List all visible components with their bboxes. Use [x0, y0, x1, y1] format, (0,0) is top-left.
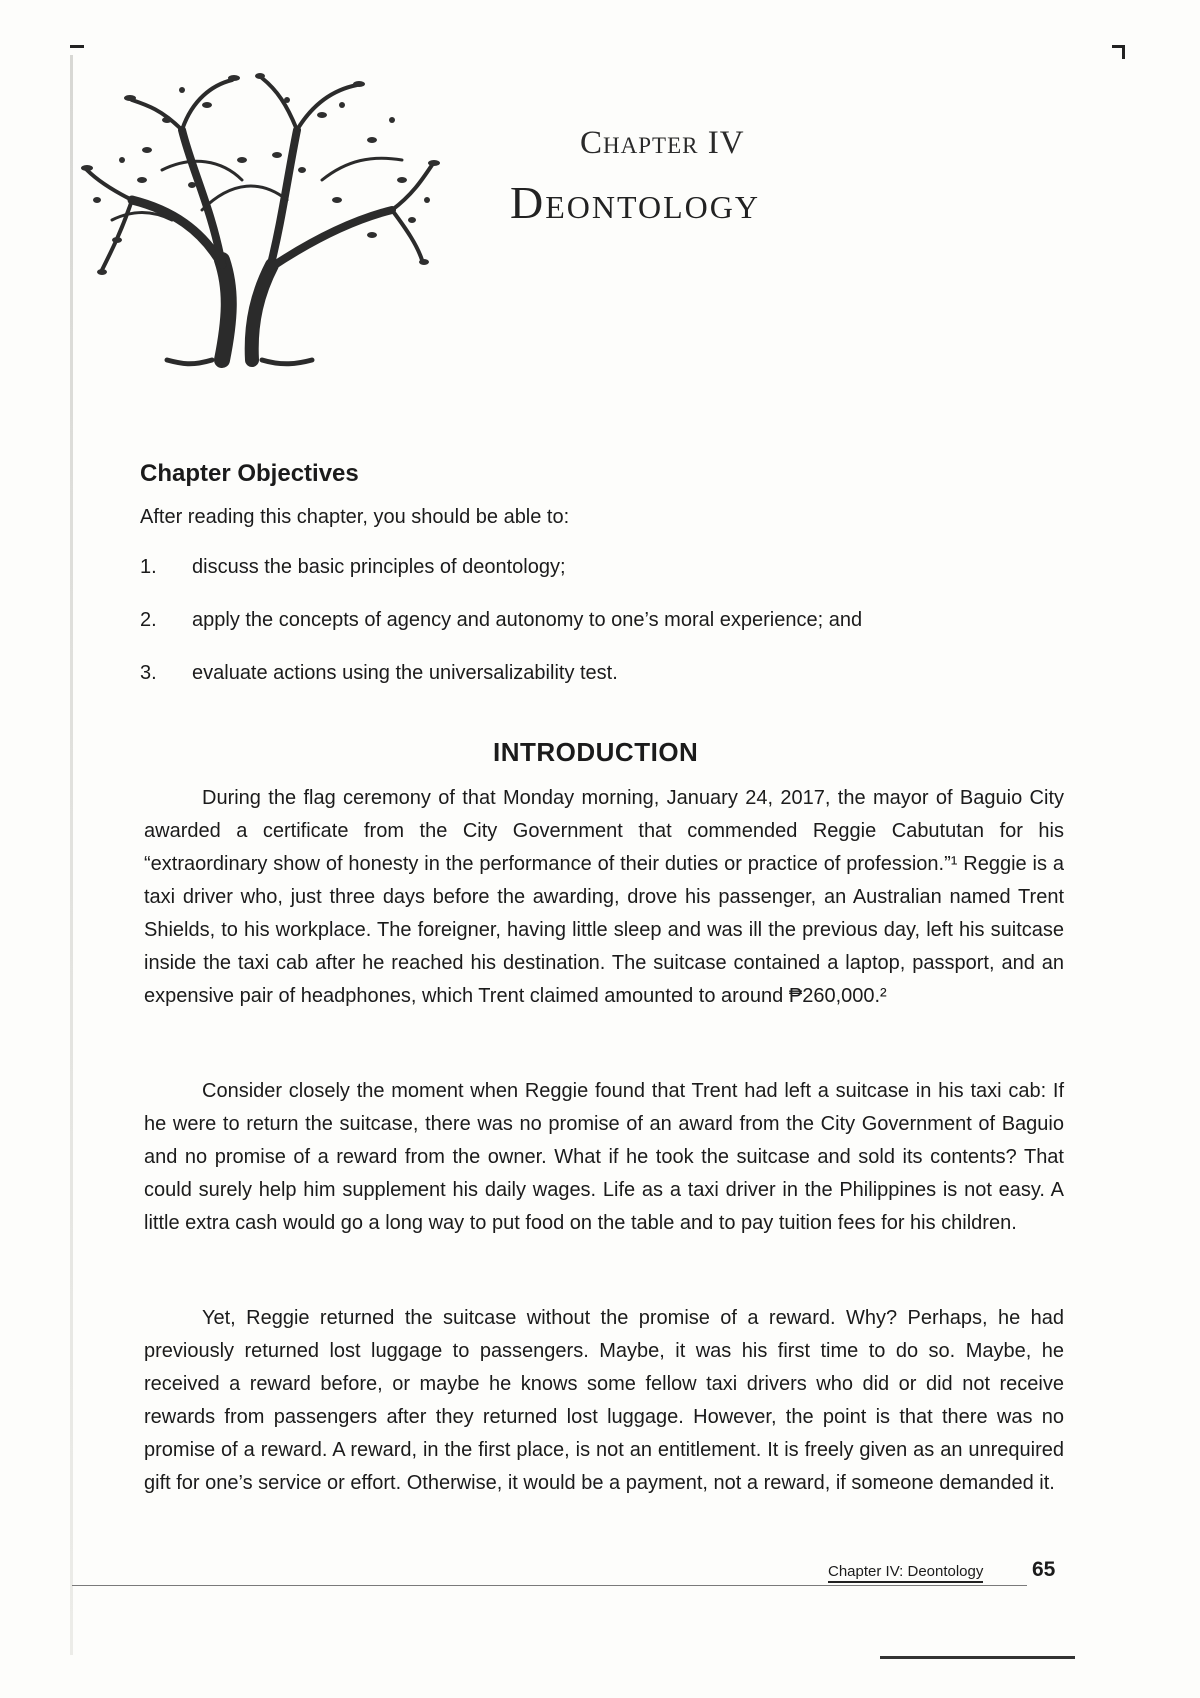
bottom-rule: [880, 1656, 1075, 1659]
body-paragraph-3: Yet, Reggie returned the suitcase without the promise of a reward. Why? Perhaps, he had previously returned lost luggage to passengers. Maybe, it was his first time to do so. Maybe, he received a reward before, or maybe he knows some fellow taxi drivers who did or did not receive rewards from passengers after they returned lost luggage. However, the point is that there was no promise of a reward. A reward, in the first place, is not an entitlement. It is freely given as an unrequired gift for one’s service or effort. Otherwise, it would be a payment, not a reward, if someone demanded it.: [144, 1307, 1064, 1494]
objective-number: 1.: [140, 556, 157, 578]
objective-item: [140, 609, 862, 662]
page-number: 65: [1032, 1558, 1056, 1581]
footer-rule: [72, 1585, 1027, 1586]
crop-mark-left: [70, 45, 84, 48]
objective-number: 3.: [140, 662, 157, 684]
chapter-label: Chapter IV: [580, 125, 745, 161]
crop-mark-right: [1122, 45, 1125, 59]
objective-item: [140, 662, 862, 715]
objective-item: [140, 556, 862, 609]
objective-text: evaluate actions using the universalizability test.: [192, 662, 618, 684]
chapter-title: Deontology: [510, 177, 760, 228]
tree-illustration: [72, 60, 442, 370]
objectives-list: [140, 556, 862, 715]
body-paragraph-1: During the flag ceremony of that Monday morning, January 24, 2017, the mayor of Baguio City awarded a certificate from the City Government that commended Reggie Cabututan for his “extraordinary show of honesty in the performance of their duties or practice of profession.”¹ Reggie is a taxi driver who, just three days before the awarding, drove his passenger, an Australian named Trent Shields, to his workplace. The foreigner, having little sleep and was ill the previous day, left his suitcase inside the taxi cab after he reached his destination. The suitcase contained a laptop, passport, and an expensive pair of headphones, which Trent claimed amounted to around ₱260,000.²: [144, 787, 1064, 1007]
body-paragraph-2: Consider closely the moment when Reggie found that Trent had left a suitcase in his taxi cab: If he were to return the suitcase, there was no promise of an award from the City Government of Baguio and no promise of a reward from the owner. What if he took the suitcase and sold its contents? That could surely help him supplement his daily wages. Life as a taxi driver in the Philippines is not easy. A little extra cash would go a long way to put food on the table and to pay tuition fees for his children.: [144, 1080, 1064, 1234]
objective-text: discuss the basic principles of deontology;: [192, 556, 566, 578]
objective-number: 2.: [140, 609, 157, 631]
objectives-heading: Chapter Objectives: [140, 460, 359, 487]
objective-text: apply the concepts of agency and autonomy to one’s moral experience; and: [192, 609, 863, 631]
objectives-intro: After reading this chapter, you should be able to:: [140, 506, 570, 528]
running-footer: Chapter IV: Deontology: [828, 1563, 983, 1583]
introduction-heading: INTRODUCTION: [493, 737, 699, 767]
